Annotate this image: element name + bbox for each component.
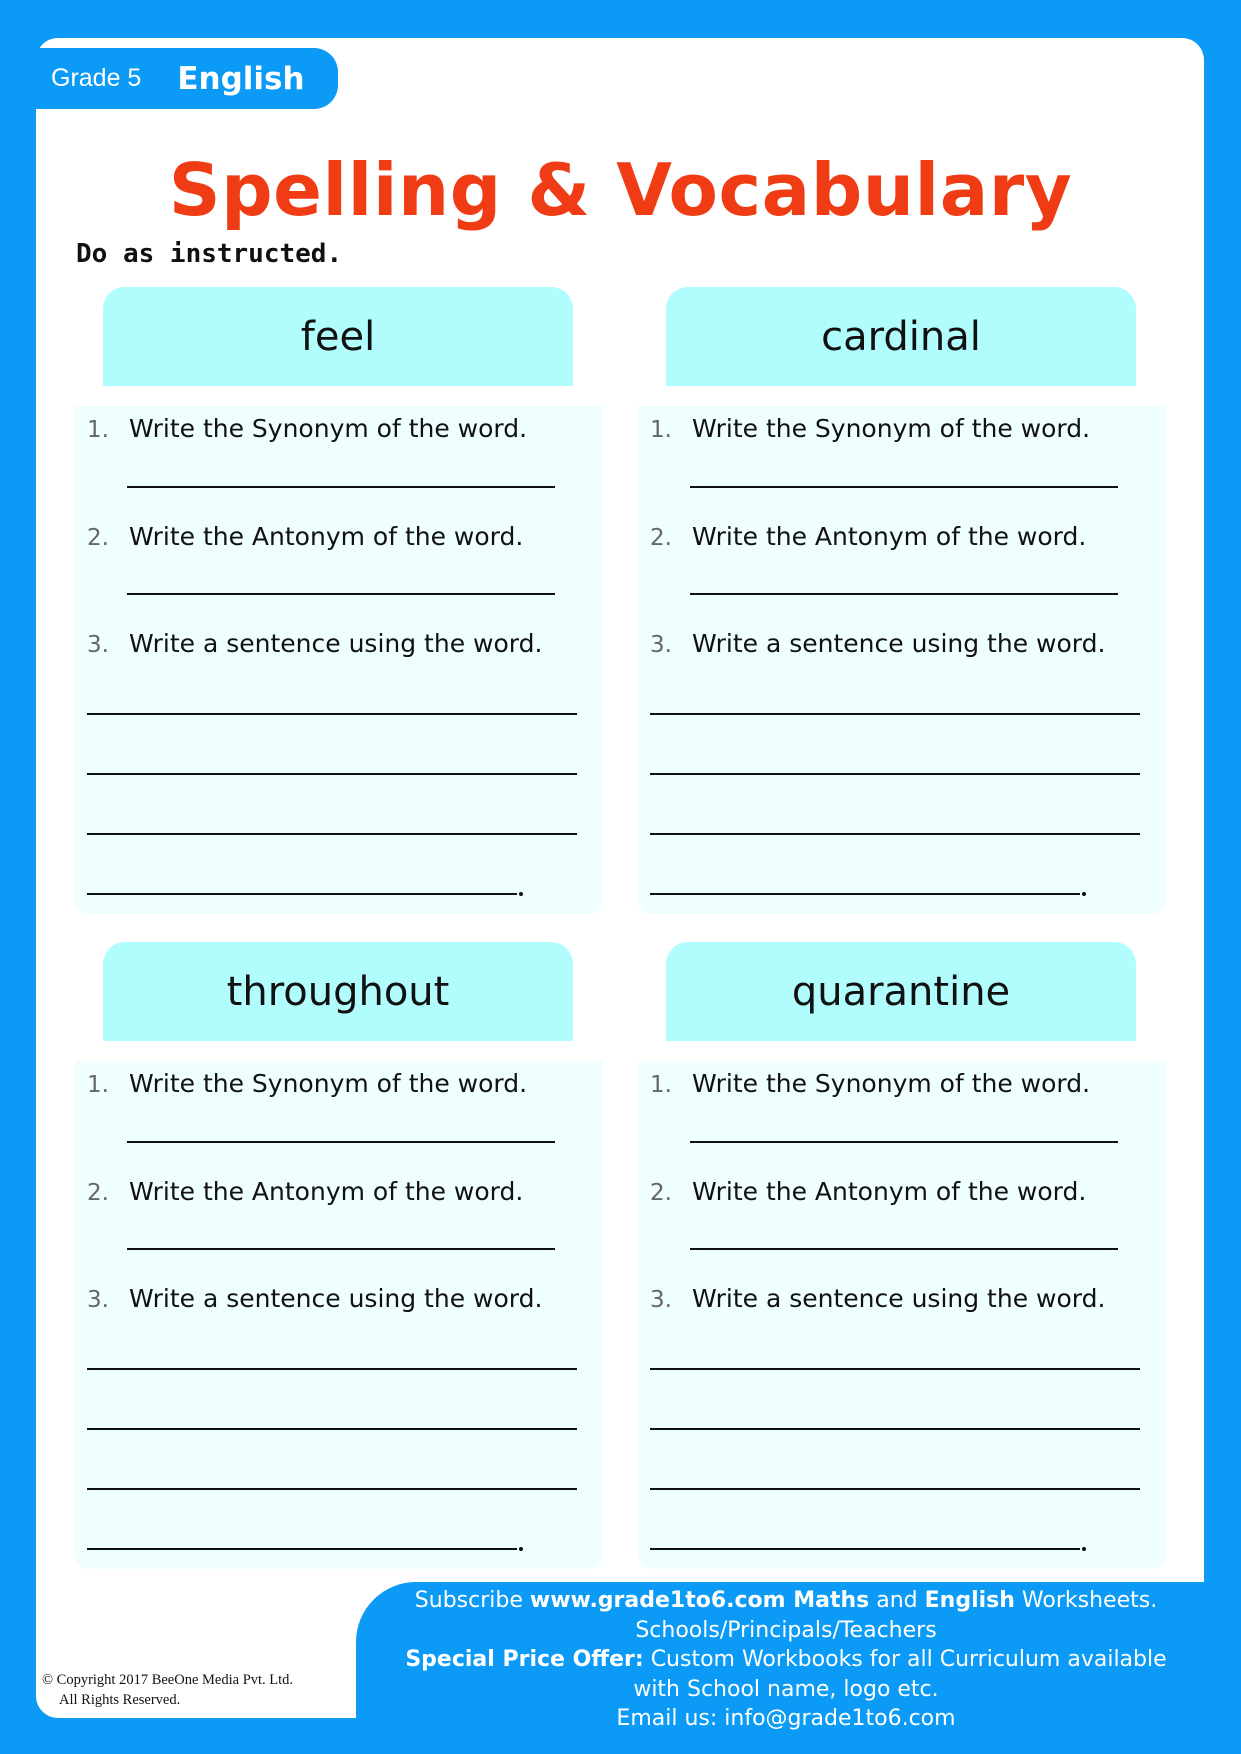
question-sentence: 3. Write a sentence using the word. bbox=[87, 629, 543, 658]
word-card-throughout bbox=[75, 1061, 603, 1569]
word-header-throughout bbox=[103, 942, 573, 1041]
sentence-line[interactable] bbox=[87, 833, 577, 835]
footer-line-subscribe: Subscribe www.grade1to6.com Maths and English Worksheets. bbox=[414, 1588, 1158, 1613]
question-synonym: 1. Write the Synonym of the word. bbox=[87, 1069, 528, 1098]
site-link[interactable]: www.grade1to6.com Maths bbox=[529, 1588, 870, 1613]
sentence-line[interactable] bbox=[87, 1428, 577, 1430]
grade-label: Grade 5 bbox=[51, 64, 142, 92]
sentence-line[interactable] bbox=[650, 1428, 1140, 1430]
sentence-line[interactable] bbox=[87, 893, 517, 895]
question-synonym: 1. Write the Synonym of the word. bbox=[650, 1069, 1091, 1098]
question-synonym: 1. Write the Synonym of the word. bbox=[87, 414, 528, 443]
period-dot bbox=[519, 1547, 523, 1551]
answer-line[interactable] bbox=[127, 1248, 555, 1250]
word-card-quarantine bbox=[638, 1061, 1166, 1569]
word-label: feel bbox=[300, 313, 376, 360]
sentence-line[interactable] bbox=[650, 833, 1140, 835]
answer-line[interactable] bbox=[127, 1141, 555, 1143]
answer-line[interactable] bbox=[690, 486, 1118, 488]
question-antonym: 2. Write the Antonym of the word. bbox=[87, 522, 524, 551]
word-header-cardinal bbox=[666, 287, 1136, 386]
instruction-text: Do as instructed. bbox=[76, 239, 343, 269]
sentence-line[interactable] bbox=[650, 713, 1140, 715]
answer-line[interactable] bbox=[127, 486, 555, 488]
period-dot bbox=[519, 892, 523, 896]
question-synonym: 1. Write the Synonym of the word. bbox=[650, 414, 1091, 443]
answer-line[interactable] bbox=[690, 593, 1118, 595]
period-dot bbox=[1082, 1547, 1086, 1551]
sentence-line[interactable] bbox=[650, 893, 1080, 895]
copyright-notice: © Copyright 2017 BeeOne Media Pvt. Ltd. All Rights Reserved. bbox=[42, 1672, 294, 1708]
sentence-line[interactable] bbox=[87, 1548, 517, 1550]
sentence-line[interactable] bbox=[650, 1488, 1140, 1490]
question-antonym: 2. Write the Antonym of the word. bbox=[650, 1177, 1087, 1206]
subject-label: English bbox=[177, 60, 305, 97]
sentence-line[interactable] bbox=[87, 713, 577, 715]
page-title: Spelling & Vocabulary bbox=[168, 148, 1073, 232]
word-label: quarantine bbox=[791, 968, 1011, 1015]
sentence-line[interactable] bbox=[87, 773, 577, 775]
sentence-line[interactable] bbox=[650, 773, 1140, 775]
footer-promo bbox=[356, 1586, 1216, 1734]
sentence-line[interactable] bbox=[87, 1368, 577, 1370]
question-sentence: 3. Write a sentence using the word. bbox=[650, 1284, 1106, 1313]
word-label: cardinal bbox=[821, 313, 981, 360]
answer-line[interactable] bbox=[690, 1141, 1118, 1143]
word-card-feel bbox=[75, 406, 603, 914]
sentence-line[interactable] bbox=[87, 1488, 577, 1490]
answer-line[interactable] bbox=[127, 593, 555, 595]
answer-line[interactable] bbox=[690, 1248, 1118, 1250]
question-antonym: 2. Write the Antonym of the word. bbox=[87, 1177, 524, 1206]
footer-line-offer: Special Price Offer: Custom Workbooks for all Curriculum available bbox=[405, 1647, 1167, 1672]
question-sentence: 3. Write a sentence using the word. bbox=[650, 629, 1106, 658]
sentence-line[interactable] bbox=[650, 1548, 1080, 1550]
footer-email[interactable]: Email us: info@grade1to6.com bbox=[616, 1706, 956, 1731]
word-header-feel bbox=[103, 287, 573, 386]
word-header-quarantine bbox=[666, 942, 1136, 1041]
question-sentence: 3. Write a sentence using the word. bbox=[87, 1284, 543, 1313]
period-dot bbox=[1082, 892, 1086, 896]
question-antonym: 2. Write the Antonym of the word. bbox=[650, 522, 1087, 551]
footer-line-audience: Schools/Principals/Teachers bbox=[635, 1617, 937, 1643]
footer-line-custom: with School name, logo etc. bbox=[633, 1676, 939, 1702]
word-label: throughout bbox=[226, 968, 450, 1015]
sentence-line[interactable] bbox=[650, 1368, 1140, 1370]
grade-subject-tab bbox=[36, 48, 338, 109]
word-card-cardinal bbox=[638, 406, 1166, 914]
